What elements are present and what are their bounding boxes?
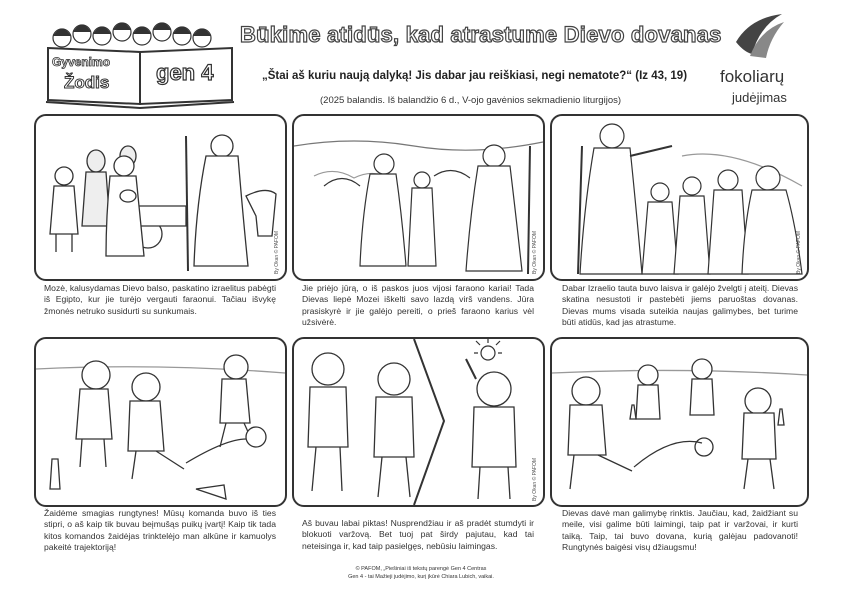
angry-boys-drawing (294, 339, 543, 505)
panel-5-illustration (292, 337, 545, 507)
focolare-logo-icon (730, 12, 786, 58)
panel-3-caption: Dabar Izraelio tauta buvo laisva ir galėjo žvelgti į ateitį. Dievas skatina nesustoti ir pastebėti jiems paruoštas dovanas. Dievas mums visada suteikia naujas galimybes, bet turime būti atidūs, kad jas atrastume. (562, 283, 798, 327)
moses-exodus-drawing (36, 116, 285, 279)
footer-line-2: Gen 4 - tai Mažieji judėjimo, kurį įkūrė Chiara Lubich, vaikai. (348, 574, 494, 580)
panel-1-credit: By Okan © PAFOM (274, 230, 280, 274)
panel-6-illustration (550, 337, 809, 507)
focolare-logo-sub: judėjimas (732, 90, 787, 105)
liturgy-date: (2025 balandis. Iš balandžio 6 d., V-ojo gavėnios sekmadienio liturgijos) (320, 95, 622, 106)
panel-5-credit: By Okan © PAFOM (532, 457, 538, 501)
panel-1-illustration (34, 114, 287, 281)
panel-2-caption: Jie priėjo jūrą, o iš paskos juos vijosi faraono kariai! Tada Dievas liepė Mozei iškelti savo lazdą virš vandens. Jūra prasiskyrė ir jie galėjo pereiti, o prieš faraono karius vėl užsivėrė. (302, 283, 534, 327)
book-logo-gen4: gen 4 (156, 60, 214, 85)
red-sea-drawing (294, 116, 543, 279)
gen4-book-logo (44, 18, 240, 110)
bible-quote: „Štai aš kuriu naują dalyką! Jis dabar jau reiškiasi, negi nematote?“ (Iz 43, 19) (262, 70, 688, 82)
lightbulb-icon (474, 339, 502, 360)
focolare-logo-name: fokoliarų (720, 67, 785, 86)
panel-2-credit: By Okan © PAFOM (532, 230, 538, 274)
soccer-foul-drawing (36, 339, 285, 505)
panel-4-illustration (34, 337, 287, 507)
panel-1-caption: Mozė, kalusydamas Dievo balso, paskatino izraelitus pabėgti iš Egipto, kur jie turėjo vergauti faraonui. Tačiau išvykę žmonės netruko susidurti su sunkumais. (44, 283, 276, 316)
freedom-drawing (552, 116, 807, 279)
footer-line-1: © PAFOM, „Piešiniai iš tekstų parengė Gen 4 Centras (355, 566, 487, 572)
panel-4-caption: Žaidėme smagias rungtynes! Mūsų komanda buvo iš ties stipri, o aš kaip tik buvau beįmušąs puikų įvartį! Kaip tik tada kitos komandos žaidėjas trinktelėjo man alkūne ir kamuolys pakeitė trajektoriją! (44, 508, 276, 552)
book-logo-line1: Gyvenimo (52, 55, 111, 69)
panel-2-illustration (292, 114, 545, 281)
footer-credit (300, 565, 542, 581)
panel-6-caption: Dievas davė man galimybę rinktis. Jaučiau, kad, žaidžiant su meile, visi galime būti laimingi, taip pat ir varžovai, ir kurti taiką. Taip, tai buvo dovana, kurią galėjau padovanoti! Rungtynės baigėsi visų džiaugsmu! (562, 508, 798, 552)
fair-play-drawing (552, 339, 807, 505)
panel-3-credit: By Okan © PAFOM (796, 230, 802, 274)
panel-5-caption: Aš buvau labai piktas! Nusprendžiau ir aš pradėt stumdyti ir blokuoti varžovą. Bet tuoj pat širdy pajutau, kad tai neteisinga ir, kad taip pasielgęs, nebūsiu laimingas. (302, 518, 534, 551)
panel-3-illustration (550, 114, 809, 281)
book-logo-line2: Žodis (64, 73, 110, 92)
page-title: Būkime atidūs, kad atrastume Dievo dovanas (240, 22, 722, 47)
